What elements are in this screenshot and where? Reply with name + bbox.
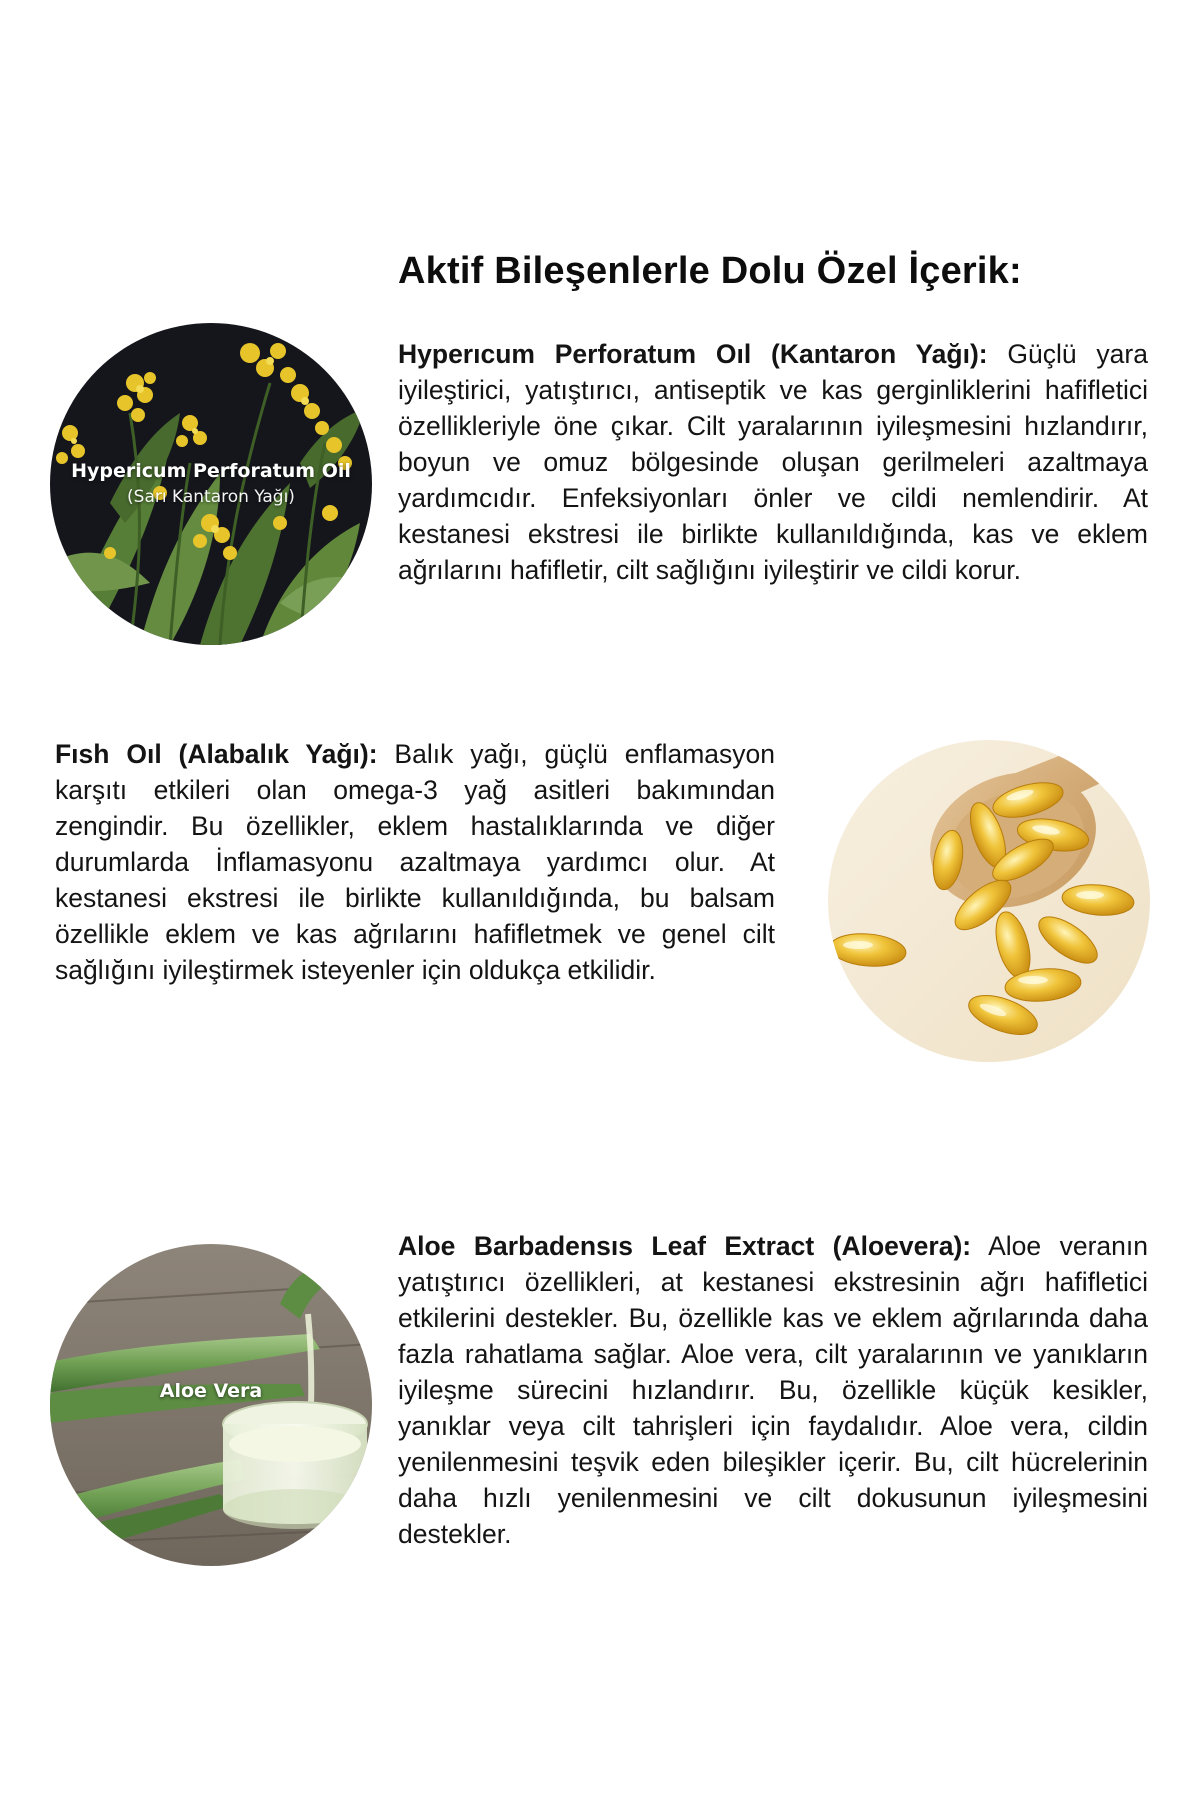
section-body: Balık yağı, güçlü enflamasyon karşıtı etkileri olan omega-3 yağ asitleri bakımından zengindir. Bu özellikler, eklem hastalıklarında ve diğer durumlarda İnflamasyonu azaltmaya yardımcı olur. At kestanesi ekstresi ile birlikte kullanıldığında, bu balsam özellikle eklem ve kas ağrılarını hafifletmek ve genel cilt sağlığını iyileştirmek isteyenler için oldukça etkilidir. (55, 739, 775, 985)
image-label: Aloe Vera (159, 1380, 263, 1402)
aloe-vera-image (50, 1244, 372, 1566)
section-body: Güçlü yara iyileştirici, yatıştırıcı, antiseptik ve kas gerginliklerini hafifletici özellikleriyle öne çıkar. Cilt yaralarının iyileşmesini hızlandırır, boyun ve omuz bölgesinde oluşan gerilmeleri azaltmaya yardımcıdır. Enfeksiyonları önler ve cildi nemlendirir. At kestanesi ekstresi ile birlikte kullanıldığında, kas ve eklem ağrılarını hafifletir, cilt sağlığını iyileştirir ve cildi korur. (398, 339, 1148, 585)
image-sublabel: (Sarı Kantaron Yağı) (127, 487, 295, 507)
section-body: Aloe veranın yatıştırıcı özellikleri, at kestanesi ekstresinin ağrı hafifletici etkilerini destekler. Bu, özellikle kas ve eklem ağrılarında daha fazla rahatlama sağlar. Aloe vera, cilt yaralarının ve yanıkların iyileşme sürecini hızlandırır. Bu, özellikle küçük kesikler, yanıklar veya cilt tahrişleri için faydalıdır. Aloe vera, cildin yenilenmesini teşvik eden bileşikler içerir. Bu, cilt hücrelerinin daha hızlı yenilenmesini ve cilt dokusunun iyileşmesini destekler. (398, 1231, 1148, 1549)
section-hypericum (398, 336, 1148, 588)
page-title: Aktif Bileşenlerle Dolu Özel İçerik: (398, 250, 1022, 292)
fish-oil-image (828, 740, 1150, 1062)
section-heading: Hyperıcum Perforatum Oıl (Kantaron Yağı): (398, 339, 988, 369)
image-label: Hypericum Perforatum Oil (71, 460, 351, 482)
section-heading: Fısh Oıl (Alabalık Yağı): (55, 739, 378, 769)
section-fish-oil (55, 736, 775, 988)
hypericum-image (50, 323, 372, 645)
section-aloe-vera (398, 1228, 1148, 1552)
section-heading: Aloe Barbadensıs Leaf Extract (Aloevera): (398, 1231, 972, 1261)
